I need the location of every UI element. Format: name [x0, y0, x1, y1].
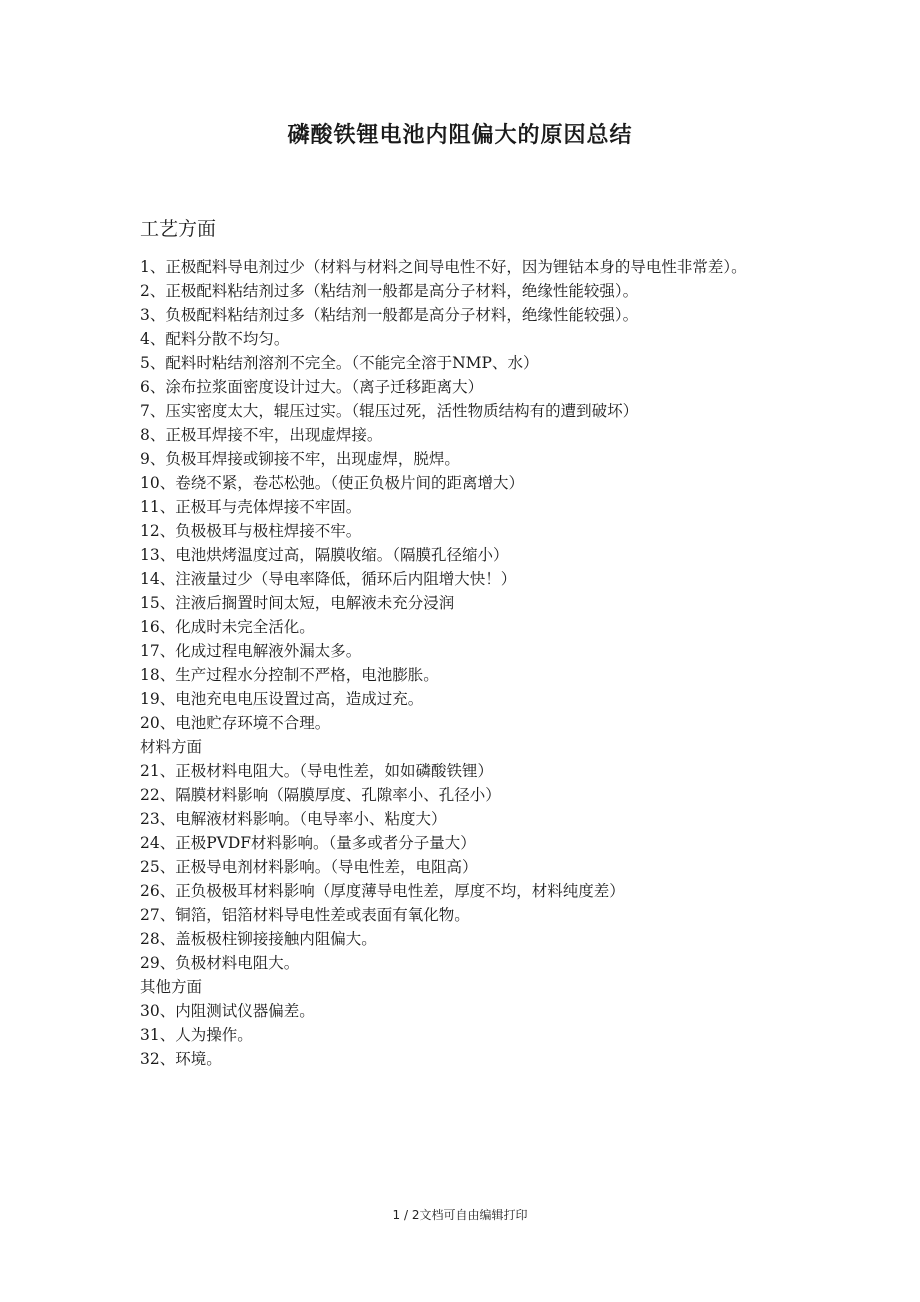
list-item: 25、正极导电剂材料影响。（导电性差，电阻高） — [140, 858, 478, 876]
page-footer: 1 / 2文档可自由编辑打印 — [392, 1208, 528, 1222]
list-item: 32、环境。 — [140, 1050, 222, 1068]
list-item: 19、电池充电电压设置过高，造成过充。 — [140, 690, 424, 708]
list-item: 1、正极配料导电剂过少（材料与材料之间导电性不好，因为锂钴本身的导电性非常差）。 — [140, 258, 747, 276]
document-title: 磷酸铁锂电池内阻偏大的原因总结 — [287, 123, 633, 148]
list-item: 14、注液量过少（导电率降低，循环后内阻增大快！） — [140, 570, 517, 588]
subsection-heading-materials: 材料方面 — [140, 738, 203, 756]
list-item: 12、负极极耳与极柱焊接不牢。 — [140, 522, 362, 540]
list-item: 23、电解液材料影响。（电导率小、粘度大） — [140, 810, 447, 828]
list-item: 10、卷绕不紧，卷芯松弛。（使正负极片间的距离增大） — [140, 474, 524, 492]
list-item: 18、生产过程水分控制不严格，电池膨胀。 — [140, 666, 439, 684]
list-item: 3、负极配料粘结剂过多（粘结剂一般都是高分子材料，绝缘性能较强）。 — [140, 306, 639, 324]
list-item: 5、配料时粘结剂溶剂不完全。（不能完全溶于NMP、水） — [140, 354, 539, 372]
list-item: 6、涂布拉浆面密度设计过大。（离子迁移距离大） — [140, 378, 484, 396]
list-item: 8、正极耳焊接不牢，出现虚焊接。 — [140, 426, 383, 444]
list-item: 26、正负极极耳材料影响（厚度薄导电性差，厚度不均，材料纯度差） — [140, 882, 625, 900]
list-item: 20、电池贮存环境不合理。 — [140, 714, 331, 732]
list-item: 16、化成时未完全活化。 — [140, 618, 315, 636]
list-item: 11、正极耳与壳体焊接不牢固。 — [140, 498, 362, 516]
list-item: 24、正极PVDF材料影响。（量多或者分子量大） — [140, 834, 476, 852]
list-item: 31、人为操作。 — [140, 1026, 253, 1044]
list-item: 2、正极配料粘结剂过多（粘结剂一般都是高分子材料，绝缘性能较强）。 — [140, 282, 639, 300]
section-heading-process: 工艺方面 — [140, 218, 217, 240]
list-item: 13、电池烘烤温度过高，隔膜收缩。（隔膜孔径缩小） — [140, 546, 509, 564]
list-item: 22、隔膜材料影响（隔膜厚度、孔隙率小、孔径小） — [140, 786, 501, 804]
list-item: 29、负极材料电阻大。 — [140, 954, 300, 972]
list-item: 27、铜箔，铝箔材料导电性差或表面有氧化物。 — [140, 906, 470, 924]
list-item: 4、配料分散不均匀。 — [140, 330, 290, 348]
subsection-heading-other: 其他方面 — [140, 978, 203, 996]
list-item: 15、注液后搁置时间太短，电解液未充分浸润 — [140, 594, 455, 612]
list-item: 9、负极耳焊接或铆接不牢，出现虚焊，脱焊。 — [140, 450, 460, 468]
list-item: 30、内阻测试仪器偏差。 — [140, 1002, 315, 1020]
cause-list — [140, 255, 790, 1071]
list-item: 21、正极材料电阻大。（导电性差，如如磷酸铁锂） — [140, 762, 493, 780]
list-item: 7、压实密度太大，辊压过实。（辊压过死，活性物质结构有的遭到破坏） — [140, 402, 639, 420]
list-item: 28、盖板极柱铆接接触内阻偏大。 — [140, 930, 377, 948]
list-item: 17、化成过程电解液外漏太多。 — [140, 642, 362, 660]
